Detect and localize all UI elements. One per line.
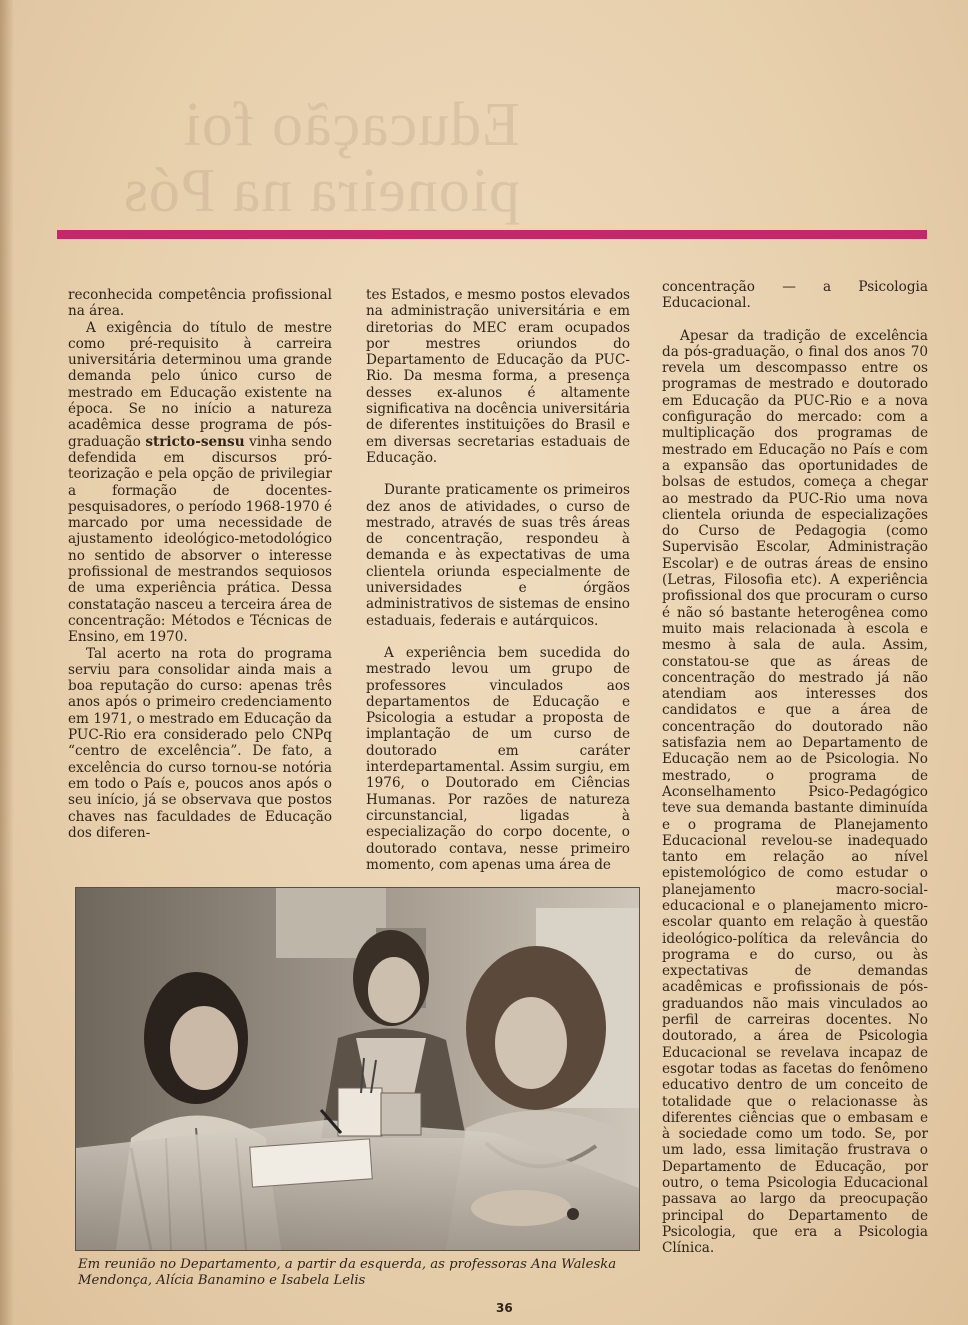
text-column-3: [662, 279, 928, 1257]
text-column-2: [366, 287, 630, 873]
bleed-through-title-line2: pioneira na Pós: [122, 157, 520, 225]
page-number: 36: [496, 1301, 513, 1315]
bleed-through-title-line1: Educação foi: [182, 91, 520, 159]
paragraph: A experiência bem sucedida do mestrado levou um grupo de professores vinculados aos departamentos de Educação e Psicologia a estudar a proposta de implantação de um curso de doutorado em caráter interdepartamental. Assim surgiu, em 1976, o Doutorado em Ciências Humanas. Por razões de natureza circunstancial, ligadas à especialização do corpo docente, o doutorado contava, nesse primeiro momento, com apenas uma área de: [366, 644, 630, 873]
paragraph: Durante praticamente os primeiros dez anos de atividades, o curso de mestrado, através de suas três áreas de concentração, respondeu à demanda e às expectativas de uma clientela oriunda especialmente de universidades e órgãos administrativos de sistemas de ensino estaduais, federais e autárquicos.: [366, 482, 630, 629]
bleed-through-title: [100, 92, 520, 224]
term-stricto-sensu: stricto-sensu: [145, 433, 245, 450]
photo-caption: Em reunião no Departamento, a partir da esquerda, as professoras Ana Waleska Mendonça, Alícia Banamino e Isabela Lelis: [78, 1257, 617, 1288]
accent-rule: [57, 230, 927, 239]
meeting-photo: [75, 887, 640, 1251]
paragraph: Tal acerto na rota do programa serviu para consolidar ainda mais a boa reputação do curso: apenas três anos após o primeiro credenciamento em 1971, o mestrado em Educação da PUC-Rio era considerado pelo CNPq “centro de excelência”. De fato, a excelência do curso tornou-se notória em todo o País e, poucos anos após o seu início, já se observava que postos chaves nas faculdades de Educação dos diferen-: [68, 645, 332, 841]
paragraph: Apesar da tradição de excelência da pós-graduação, o final dos anos 70 revela um descompasso entre os programas de mestrado e doutorado em Educação da PUC-Rio e a nova configuração do mercado: com a multiplicação dos programas de mestrado em Educação no País e com a expansão das oportunidades de bolsas de estudos, começa a chegar ao mestrado da PUC-Rio uma nova clientela oriunda de especializações do Curso de Pedagogia (como Supervisão Escolar, Administração Escolar) e de outras áreas de ensino (Letras, Filosofia etc). A experiência profissional dos que procuram o curso é não só bastante heterogênea como muito mais relacionada à escola e mesmo à sala de aula. Assim, constatou-se que as áreas de concentração do mestrado já não atendiam aos interesses dos candidatos e que a área de concentração do doutorado não satisfazia nem ao Departamento de Educação nem ao de Psicologia. No mestrado, o programa de Aconselhamento Psico-Pedagógico teve sua demanda bastante diminuída e o programa de Planejamento Educacional revelou-se inadequado tanto em relação ao nível epistemológico de como estudar o planejamento macro-social-educacional e o planejamento micro-escolar quanto em relação à questão ideológico-política da relevância do programa e do curso, ou às expectativas de demandas acadêmicas e profissionais de pós-graduandos não mais vinculados ao perfil de carreiras docentes. No doutorado, a área de Psicologia Educacional se revelava incapaz de esgotar todas as facetas do fenômeno educativo dentro de um conceito de totalidade que o relacionasse às diferentes ciências que o embasam e à sociedade como um todo. Se, por um lado, essa limitação frustrava o Departamento de Educação, por outro, o tema Psicologia Educacional passava ao largo da preocupação principal do Departamento de Psicologia, que era a Psicologia Clínica.: [662, 327, 928, 1257]
paragraph: A exigência do título de mestre como pré-requisito à carreira universitária determinou uma grande demanda pelo único curso de mestrado em Educação existente na época. Se no início a natureza acadêmica desse programa de pós-graduação stricto-sensu vinha sendo defendida em discursos pró-teorização e pela opção de privilegiar a formação de docentes-pesquisadores, o período 1968-1970 é marcado por uma necessidade de ajustamento ideológico-metodológico no sentido de absorver o interesse profissional de mestrandos sequiosos de uma experiência prática. Dessa constatação nasceu a terceira área de concentração: Métodos e Técnicas de Ensino, em 1970.: [68, 319, 332, 646]
text-column-1: [68, 287, 332, 841]
paragraph: reconhecida competência profissional na área.: [68, 287, 332, 320]
meeting-photo-illustration: [76, 888, 639, 1250]
paragraph: tes Estados, e mesmo postos elevados na administração universitária e em diretorias do MEC eram ocupados por mestres oriundos do Departamento de Educação da PUC-Rio. Da mesma forma, a presença desses ex-alunos é altamente significativa na docência universitária de diferentes instituições do Brasil e em diversas secretarias estaduais de Educação.: [366, 287, 630, 466]
paragraph: concentração — a Psicologia Educacional.: [662, 279, 928, 312]
page-gutter-shadow: [0, 0, 14, 1325]
